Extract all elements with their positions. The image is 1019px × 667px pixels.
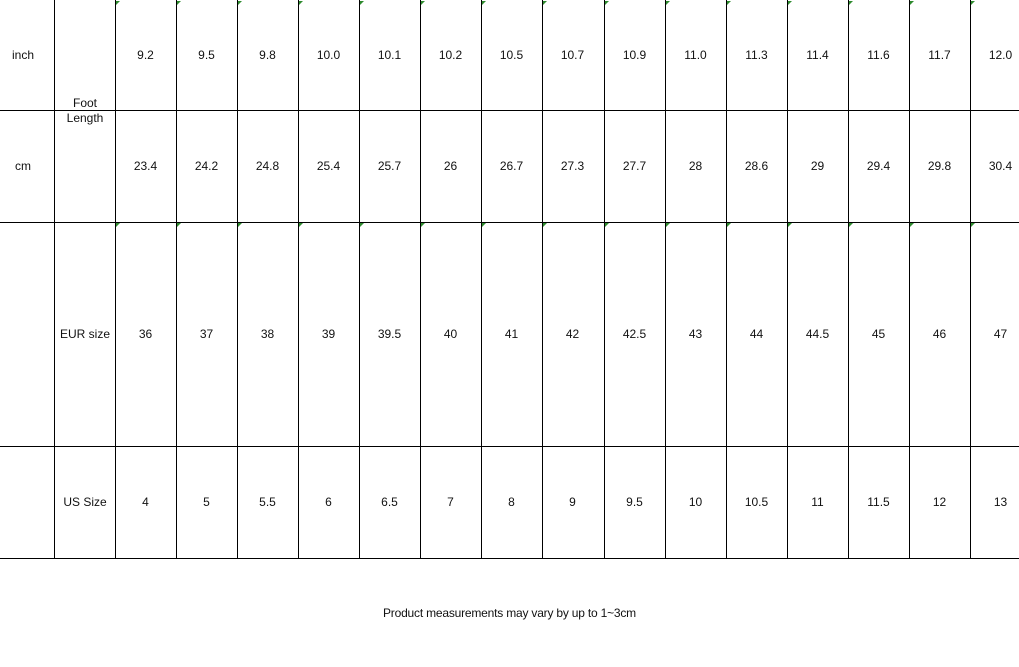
us-value: 10.5: [744, 494, 769, 509]
unit-label-inch: inch: [11, 47, 34, 62]
inch-value: 10.9: [622, 47, 647, 62]
inch-value: 10.0: [316, 47, 341, 62]
inch-value: 10.1: [377, 47, 402, 62]
cm-value: 27.7: [622, 158, 647, 173]
inch-value: 9.2: [137, 47, 154, 62]
inch-value: 9.5: [198, 47, 215, 62]
inch-value: 10.5: [499, 47, 524, 62]
us-value: 9: [569, 494, 576, 509]
cm-value: 25.7: [377, 158, 402, 173]
cm-value: 28: [688, 158, 703, 173]
us-value: 5: [203, 494, 210, 509]
eur-size-header: EUR size: [59, 326, 110, 341]
us-value: 13: [993, 494, 1008, 509]
cm-value: 26: [443, 158, 458, 173]
cm-value: 29.4: [866, 158, 891, 173]
eur-value: 39: [321, 326, 336, 341]
cm-value: 29: [810, 158, 825, 173]
inch-value: 9.8: [259, 47, 276, 62]
eur-value: 42.5: [622, 326, 647, 341]
us-value: 5.5: [259, 494, 276, 509]
us-value: 8: [508, 494, 515, 509]
us-value: 6: [325, 494, 332, 509]
eur-value: 36: [138, 326, 153, 341]
eur-value: 44: [749, 326, 764, 341]
us-value: 4: [142, 494, 149, 509]
us-value: 12: [932, 494, 947, 509]
inch-value: 11.7: [928, 47, 951, 62]
inch-value: 10.7: [560, 47, 585, 62]
us-value: 10: [688, 494, 703, 509]
inch-value: 11.6: [867, 47, 890, 62]
inch-value: 12.0: [988, 47, 1013, 62]
cm-value: 24.8: [255, 158, 280, 173]
eur-value: 45: [871, 326, 886, 341]
cm-value: 26.7: [499, 158, 524, 173]
cm-value: 25.4: [316, 158, 341, 173]
eur-value: 37: [199, 326, 214, 341]
foot-length-header: Foot Length: [66, 96, 104, 125]
inch-value: 11.3: [745, 47, 768, 62]
cm-value: 28.6: [744, 158, 769, 173]
unit-label-cm: cm: [15, 158, 31, 173]
us-value: 11.5: [867, 494, 890, 509]
eur-value: 44.5: [805, 326, 830, 341]
eur-value: 47: [993, 326, 1008, 341]
us-value: 11: [811, 494, 824, 509]
us-value: 7: [447, 494, 454, 509]
us-value: 9.5: [626, 494, 643, 509]
us-size-header: US Size: [63, 494, 107, 509]
us-value: 6.5: [381, 494, 398, 509]
cm-value: 29.8: [927, 158, 952, 173]
inch-value: 10.2: [438, 47, 463, 62]
eur-value: 40: [443, 326, 458, 341]
inch-value: 11.4: [806, 47, 829, 62]
cm-value: 27.3: [560, 158, 585, 173]
cm-value: 24.2: [194, 158, 219, 173]
eur-value: 46: [932, 326, 947, 341]
cm-value: 30.4: [988, 158, 1013, 173]
inch-value: 11.0: [684, 47, 707, 62]
row-divider: [0, 558, 1019, 559]
eur-value: 38: [260, 326, 275, 341]
eur-value: 42: [565, 326, 580, 341]
eur-value: 43: [688, 326, 703, 341]
measurement-note: Product measurements may vary by up to 1~3cm: [383, 606, 636, 620]
eur-value: 39.5: [377, 326, 402, 341]
cm-value: 23.4: [133, 158, 158, 173]
eur-value: 41: [504, 326, 519, 341]
